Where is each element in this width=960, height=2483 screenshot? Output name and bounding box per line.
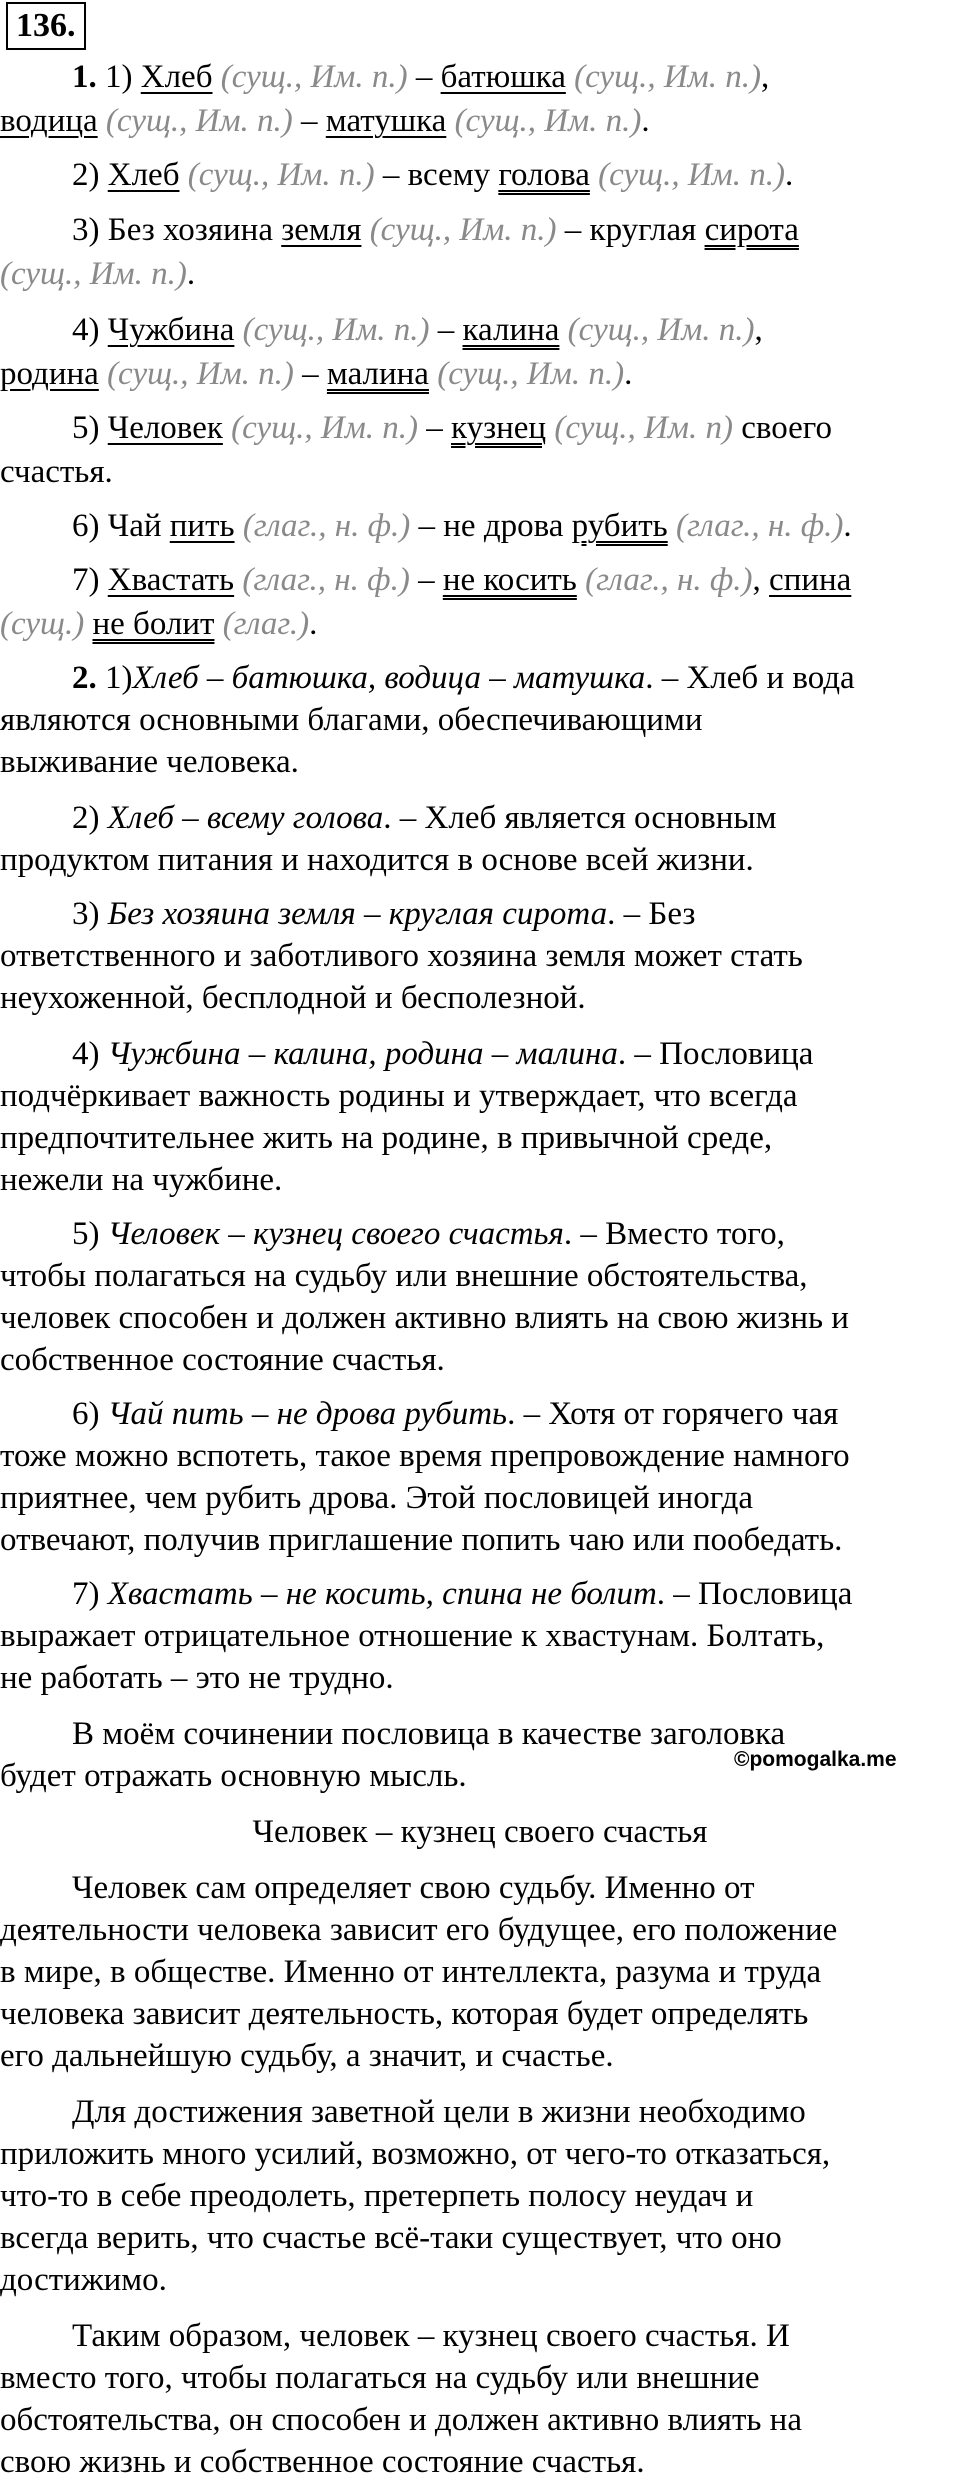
part2-marker: 2. [72,660,97,696]
grammar-note: (сущ., Им. п.) [454,103,642,139]
part1-marker: 1. [72,59,97,95]
grammar-note: (сущ., Им. п.) [598,157,785,193]
explanation-line: нежели на чужбине. [0,1162,283,1198]
part1-item4-line1: 4) Чужбина (сущ., Им. п.) – калина (сущ., Им. п.), [72,312,763,348]
essay-paragraph-line: всегда верить, что счастье всё-таки существует, что оно [0,2220,782,2256]
essay-paragraph-line: свою жизнь и собственное состояние счастья. [0,2444,645,2480]
subject-word: спина [769,562,852,598]
part1-item2: 2) Хлеб (сущ., Им. п.) – всему голова (сущ., Им. п.). [72,157,794,193]
grammar-note: (сущ.) [0,606,85,642]
grammar-note: (сущ., Им. п.) [369,212,557,248]
grammar-note: (сущ., Им. п.) [567,312,755,348]
proverb-quote: Хлеб – всему голова [107,800,384,836]
predicate-word: не болит [92,606,215,642]
part1-item1-line2: водица (сущ., Им. п.) – матушка (сущ., Им. п.). [0,103,650,139]
grammar-note: (глаг., н. ф.) [585,562,753,598]
grammar-note: (глаг.) [222,606,310,642]
part1-item7-line2: (сущ.) не болит (глаг.). [0,606,318,642]
explanation-line: предпочтительнее жить на родине, в привычной среде, [0,1120,773,1156]
predicate-word: кузнец [451,410,547,446]
predicate-word: калина [462,312,560,348]
essay-paragraph-line: достижимо. [0,2262,167,2298]
explanation-line: продуктом питания и находится в основе всей жизни. [0,842,754,878]
part1-item1-line1: 1. 1) Хлеб (сущ., Им. п.) – батюшка (сущ., Им. п.), [72,59,770,95]
part2-item7-line1: 7) Хвастать – не косить, спина не болит. – Пословица [72,1576,853,1612]
explanation-line: тоже можно вспотеть, такое время препровождение намного [0,1438,850,1474]
essay-paragraph-line: его дальнейшую судьбу, а значит, и счастье. [0,2038,614,2074]
part2-item1-line1: 2. 1)Хлеб – батюшка, водица – матушка. – Хлеб и вода [72,660,855,696]
explanation-line: не работать – это не трудно. [0,1660,394,1696]
predicate-word: голова [498,157,590,193]
part2-item5-line1: 5) Человек – кузнец своего счастья. – Вместо того, [72,1216,785,1252]
grammar-note: (сущ., Им. п.) [105,103,293,139]
part2-item2-line1: 2) Хлеб – всему голова. – Хлеб является основным [72,800,777,836]
proverb-quote: Человек – кузнец своего счастья [107,1216,564,1252]
explanation-line: чтобы полагаться на судьбу или внешние обстоятельства, [0,1258,808,1294]
essay-paragraph-line: что-то в себе преодолеть, претерпеть полосу неудач и [0,2178,754,2214]
proverb-quote: Чай пить – не дрова рубить [107,1396,508,1432]
grammar-note: (сущ., Им. п.) [437,356,625,392]
subject-word: матушка [325,103,447,139]
explanation-line: неухоженной, бесплодной и бесполезной. [0,980,586,1016]
explanation-line: отвечают, получив приглашение попить чаю или пообедать. [0,1522,843,1558]
grammar-note: (сущ., Им. п.) [0,256,187,292]
explanation-line: подчёркивает важность родины и утверждает, что всегда [0,1078,798,1114]
proverb-quote: Хвастать – не косить, спина не болит [107,1576,657,1612]
explanation-line: являются основными благами, обеспечивающими [0,702,703,738]
essay-title: Человек – кузнец своего счастья [252,1814,708,1850]
part1-item3-line2: (сущ., Им. п.). [0,256,196,292]
predicate-word: не косить [442,562,577,598]
subject-word: Чужбина [107,312,235,348]
subject-word: водица [0,103,98,139]
watermark: ©pomogalka.me [734,1748,897,1771]
essay-paragraph-line: Таким образом, человек – кузнец своего счастья. И [72,2318,790,2354]
grammar-note: (сущ., Им. п.) [220,59,408,95]
proverb-quote: Чужбина – калина, родина – малина [107,1036,618,1072]
predicate-word: рубить [571,508,668,544]
subject-word: Хвастать [107,562,235,598]
part1-item5-line1: 5) Человек (сущ., Им. п.) – кузнец (сущ., Им. п) своего [72,410,832,446]
explanation-line: выживание человека. [0,744,299,780]
explanation-line: человек способен и должен активно влиять на свою жизнь и [0,1300,849,1336]
subject-word: батюшка [440,59,566,95]
essay-paragraph-line: деятельности человека зависит его будущее, его положение [0,1912,838,1948]
grammar-note: (глаг., н. ф.) [242,562,410,598]
subject-word: Человек [107,410,223,446]
proverb-quote: Без хозяина земля – круглая сирота [107,896,608,932]
essay-paragraph-line: в мире, в обществе. Именно от интеллекта, разума и труда [0,1954,822,1990]
part1-item4-line2: родина (сущ., Им. п.) – малина (сущ., Им. п.). [0,356,633,392]
part2-item6-line1: 6) Чай пить – не дрова рубить. – Хотя от горячего чая [72,1396,839,1432]
part1-item7-line1: 7) Хвастать (глаг., н. ф.) – не косить (глаг., н. ф.), спина [72,562,852,598]
grammar-note: (глаг., н. ф.) [675,508,844,544]
part1-item5-line2: счастья. [0,454,113,490]
subject-word: пить [169,508,235,544]
grammar-note: (сущ., Им. п.) [187,157,375,193]
subject-word: Хлеб [140,59,213,95]
essay-paragraph-line: Для достижения заветной цели в жизни необходимо [72,2094,806,2130]
explanation-line: собственное состояние счастья. [0,1342,445,1378]
part2-item3-line1: 3) Без хозяина земля – круглая сирота. – Без [72,896,696,932]
subject-word: Хлеб [107,157,180,193]
part2-item4-line1: 4) Чужбина – калина, родина – малина. – Пословица [72,1036,814,1072]
grammar-note: (сущ., Им. п) [554,410,733,446]
essay-intro-line: В моём сочинении пословица в качестве заголовка [72,1716,786,1752]
grammar-note: (сущ., Им. п.) [107,356,294,392]
predicate-word: сирота [704,212,799,248]
explanation-line: выражает отрицательное отношение к хвастунам. Болтать, [0,1618,825,1654]
predicate-word: малина [326,356,429,392]
subject-word: земля [281,212,362,248]
part1-item3-line1: 3) Без хозяина земля (сущ., Им. п.) – круглая сирота [72,212,799,248]
grammar-note: (сущ., Им. п.) [574,59,761,95]
explanation-line: приятнее, чем рубить дрова. Этой пословицей иногда [0,1480,754,1516]
subject-word: родина [0,356,99,392]
grammar-note: (сущ., Им. п.) [231,410,418,446]
essay-paragraph-line: человека зависит деятельность, которая будет определять [0,1996,809,2032]
grammar-note: (сущ., Им. п.) [242,312,430,348]
explanation-line: ответственного и заботливого хозяина земля может стать [0,938,803,974]
part1-item6: 6) Чай пить (глаг., н. ф.) – не дрова рубить (глаг., н. ф.). [72,508,852,544]
essay-paragraph-line: Человек сам определяет свою судьбу. Именно от [72,1870,755,1906]
proverb-quote: Хлеб – батюшка, водица – матушка [132,660,646,696]
essay-paragraph-line: обстоятельства, он способен и должен активно влиять на [0,2402,802,2438]
essay-intro-line: будет отражать основную мысль. [0,1758,467,1794]
task-number: 136. [6,2,86,50]
essay-paragraph-line: приложить много усилий, возможно, от чего-то отказаться, [0,2136,831,2172]
grammar-note: (глаг., н. ф.) [242,508,411,544]
essay-paragraph-line: вместо того, чтобы полагаться на судьбу или внешние [0,2360,760,2396]
